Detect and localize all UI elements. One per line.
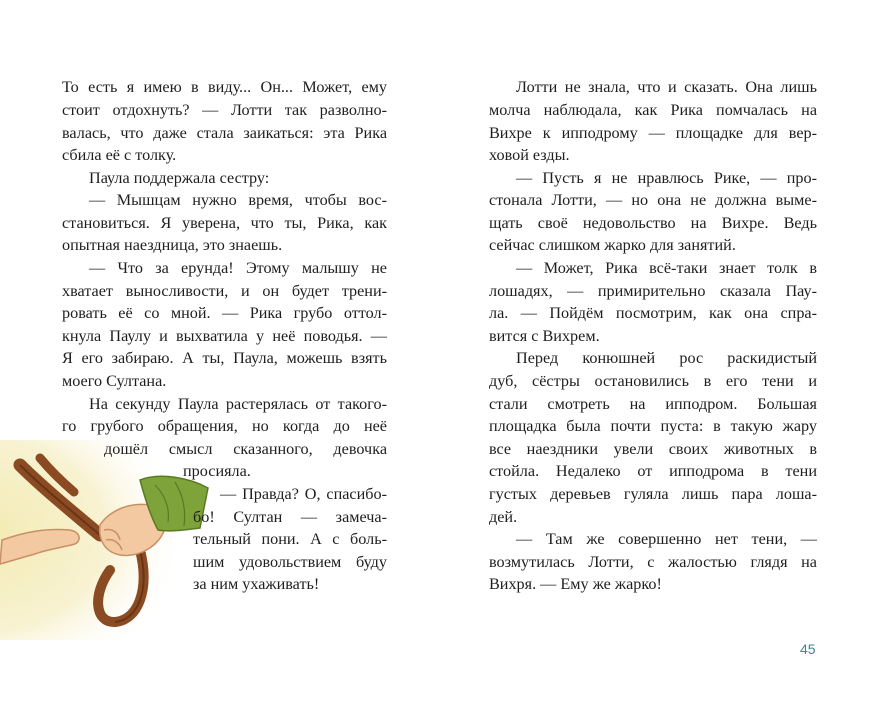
text-line: становиться. Я уверена, что ты, Рика, как — [62, 214, 387, 232]
text-line: — Мышцам нужно время, чтобы вос- — [89, 191, 387, 209]
text-line: бо! Султан — замеча- — [193, 508, 387, 526]
text-line: хватает выносливости, и он будет трени- — [62, 282, 387, 300]
text-line: дей. — [489, 508, 518, 526]
text-line: ла. — Пойдём посмотрим, как она спра- — [489, 304, 817, 322]
text-line: го грубого обращения, но когда до неё — [62, 417, 387, 435]
text-line: сбила её с толку. — [62, 146, 177, 164]
text-line: На секунду Паула растерялась от такого- — [89, 395, 387, 413]
text-line: дошёл смысл сказанного, девочка — [104, 440, 387, 458]
text-line: ховой езды. — [489, 146, 570, 164]
text-line: все наездники увели своих животных в — [489, 440, 817, 458]
right-page — [440, 0, 880, 704]
text-line: стонала Лотти, — но она не должна выме- — [489, 191, 817, 209]
text-line: Вихре к ипподрому — площадке для вер- — [489, 124, 817, 142]
text-line: Я его забираю. А ты, Паула, можешь взять — [62, 349, 387, 367]
text-line: стали смотреть на ипподром. Большая — [489, 395, 817, 413]
text-line: кнула Паулу и выхватила у неё поводья. — — [62, 327, 387, 345]
page-number: 45 — [800, 641, 816, 657]
text-line: Перед конюшней рос раскидистый — [516, 349, 817, 367]
text-line: лошадях, — примирительно сказала Пау- — [489, 282, 817, 300]
text-line: просияла. — [183, 462, 251, 480]
text-line: Вихря. — Ему же жарко! — [489, 575, 662, 593]
text-line: тельный пони. А с боль- — [193, 530, 387, 548]
text-line: молча наблюдала, как Рика помчалась на — [489, 101, 817, 119]
text-line: ровать её со мной. — Рика грубо оттол- — [62, 304, 387, 322]
text-line: дуб, сёстры остановились в его тени и — [489, 372, 817, 390]
text-line: — Правда? О, спасибо- — [220, 485, 387, 503]
text-line: — Пусть я не нравлюсь Рике, — про- — [516, 169, 817, 187]
text-line: — Что за ерунда! Этому малышу не — [89, 259, 387, 277]
text-line: возмутилась Лотти, с жалостью глядя на — [489, 553, 817, 571]
text-line: за ним ухаживать! — [193, 575, 320, 593]
text-line: валась, что даже стала заикаться: эта Рика — [62, 124, 387, 142]
text-line: шим удовольствием буду — [193, 553, 387, 571]
text-line: вится с Вихрем. — [489, 327, 600, 345]
text-line: моего Султана. — [62, 372, 167, 390]
text-line: Паула поддержала сестру: — [89, 169, 270, 187]
text-line: опытная наездница, это знаешь. — [62, 236, 283, 254]
text-line: площадка была почти пуста: в такую жару — [489, 417, 817, 435]
text-line: То есть я имею в виду... Он... Может, ему — [62, 78, 387, 96]
text-line: стойла. Недалеко от ипподрома в тени — [489, 462, 817, 480]
text-line: стоит отдохнуть? — Лотти так разволно- — [62, 101, 387, 119]
text-line: щать своё недовольство на Вихре. Ведь — [489, 214, 817, 232]
text-line: сейчас слишком жарко для занятий. — [489, 236, 736, 254]
text-line: — Там же совершенно нет тени, — — [516, 530, 817, 548]
text-line: густых деревьев гуляла лишь пара лоша- — [489, 485, 817, 503]
text-line: — Может, Рика всё-таки знает толк в — [516, 259, 817, 277]
text-line: Лотти не знала, что и сказать. Она лишь — [516, 78, 817, 96]
